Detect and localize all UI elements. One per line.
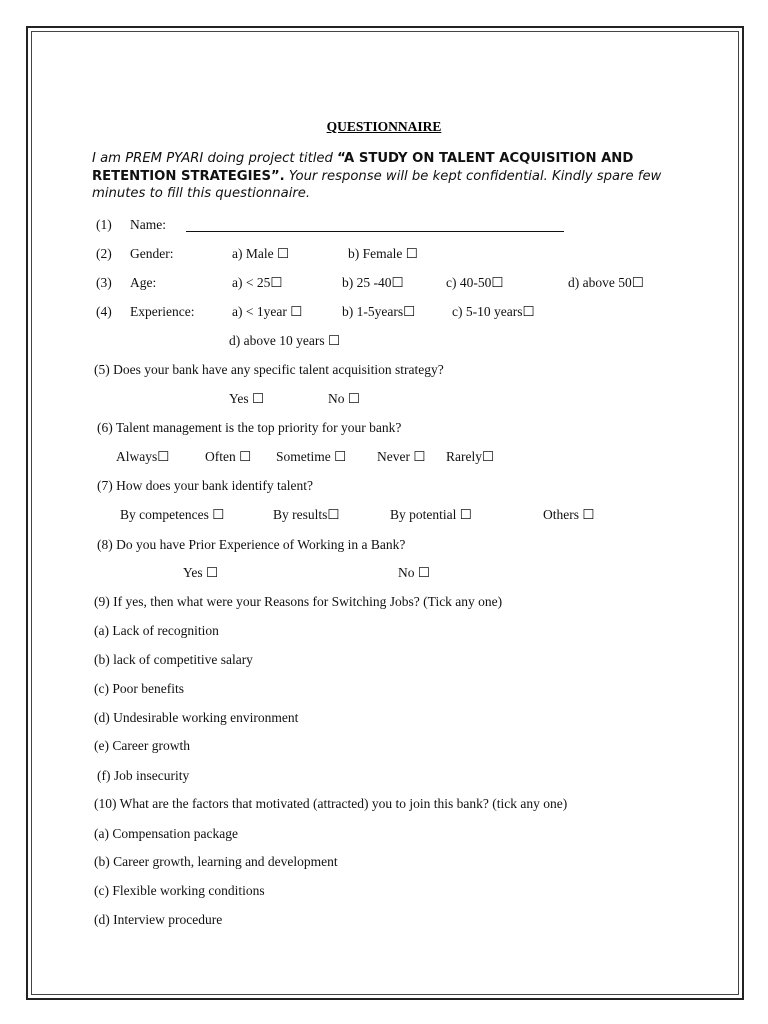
q7-question: (7) How does your bank identify talent? [97, 478, 313, 493]
q3-label: Age: [130, 275, 157, 290]
project-title: “A STUDY ON TALENT ACQUISITION AND RETENTION STRATEGIES”. [92, 151, 634, 184]
experience-option-b[interactable]: b) 1-5years☐ [342, 304, 416, 319]
q10-question: (10) What are the factors that motivated (attracted) you to join this bank? (tick any one) [94, 796, 568, 811]
q9-option-c[interactable]: (c) Poor benefits [94, 681, 184, 696]
q6-option-never[interactable]: Never ☐ [377, 449, 426, 464]
age-option-b[interactable]: b) 25 -40☐ [342, 275, 404, 290]
q8-yes-option[interactable]: Yes ☐ [183, 565, 219, 580]
q8-no-option[interactable]: No ☐ [398, 565, 430, 580]
intro-lead: I am PREM PYARI doing project titled [92, 151, 338, 166]
q1-label: Name: [130, 217, 166, 232]
q3-number: (3) [96, 275, 112, 290]
q8-question: (8) Do you have Prior Experience of Working in a Bank? [97, 537, 406, 552]
intro-tail: Your response will be kept confidential. Kindly spare few minutes to fill this questionnaire. [92, 168, 662, 201]
q9-option-e[interactable]: (e) Career growth [94, 738, 190, 753]
q9-question: (9) If yes, then what were your Reasons for Switching Jobs? (Tick any one) [94, 594, 503, 609]
age-option-c[interactable]: c) 40-50☐ [446, 275, 504, 290]
q7-option-results[interactable]: By results☐ [273, 507, 340, 522]
q10-option-d[interactable]: (d) Interview procedure [94, 912, 223, 927]
q9-option-f[interactable]: (f) Job insecurity [97, 768, 190, 783]
gender-female-option[interactable]: b) Female ☐ [348, 246, 418, 261]
q5-yes-option[interactable]: Yes ☐ [229, 391, 265, 406]
q5-no-option[interactable]: No ☐ [328, 391, 360, 406]
q5-question: (5) Does your bank have any specific talent acquisition strategy? [94, 362, 444, 377]
q10-option-b[interactable]: (b) Career growth, learning and development [94, 854, 338, 869]
q10-option-a[interactable]: (a) Compensation package [94, 826, 238, 841]
q6-question: (6) Talent management is the top priority for your bank? [97, 420, 402, 435]
q6-option-always[interactable]: Always☐ [116, 449, 170, 464]
q7-option-competences[interactable]: By competences ☐ [120, 507, 225, 522]
q4-label: Experience: [130, 304, 195, 319]
intro-paragraph [92, 150, 662, 203]
gender-male-option[interactable]: a) Male ☐ [232, 246, 290, 261]
q2-label: Gender: [130, 246, 174, 261]
q7-option-potential[interactable]: By potential ☐ [390, 507, 472, 522]
q1-number: (1) [96, 217, 112, 232]
q6-option-sometime[interactable]: Sometime ☐ [276, 449, 347, 464]
name-field[interactable] [186, 231, 564, 232]
experience-option-d[interactable]: d) above 10 years ☐ [229, 333, 341, 348]
q6-option-often[interactable]: Often ☐ [205, 449, 252, 464]
q9-option-a[interactable]: (a) Lack of recognition [94, 623, 219, 638]
q9-option-d[interactable]: (d) Undesirable working environment [94, 710, 299, 725]
age-option-a[interactable]: a) < 25☐ [232, 275, 283, 290]
q4-number: (4) [96, 304, 112, 319]
experience-option-c[interactable]: c) 5-10 years☐ [452, 304, 535, 319]
questionnaire-title: QUESTIONNAIRE [326, 119, 442, 134]
q9-option-b[interactable]: (b) lack of competitive salary [94, 652, 253, 667]
age-option-d[interactable]: d) above 50☐ [568, 275, 644, 290]
q10-option-c[interactable]: (c) Flexible working conditions [94, 883, 265, 898]
q7-option-others[interactable]: Others ☐ [543, 507, 595, 522]
q2-number: (2) [96, 246, 112, 261]
experience-option-a[interactable]: a) < 1year ☐ [232, 304, 303, 319]
q6-option-rarely[interactable]: Rarely☐ [446, 449, 495, 464]
